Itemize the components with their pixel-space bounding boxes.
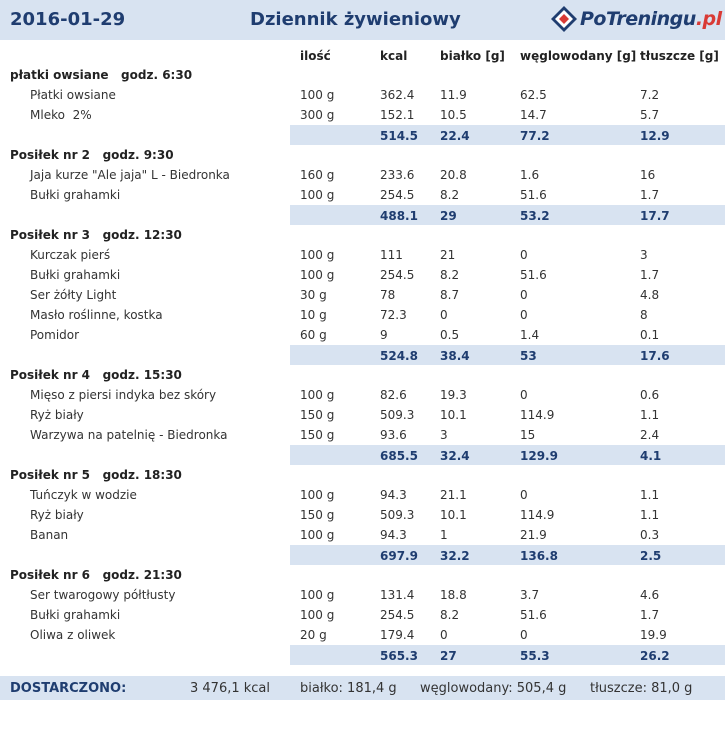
food-fat: 4.6 [640, 588, 660, 602]
food-kcal: 152.1 [380, 108, 415, 122]
total-carbs: 136.8 [520, 549, 558, 563]
food-kcal: 254.5 [380, 608, 415, 622]
food-name: Bułki grahamki [30, 188, 121, 202]
food-fat: 1.1 [640, 488, 660, 502]
food-quantity: 100 g [300, 88, 335, 102]
food-name: Kurczak pierś [30, 248, 111, 262]
food-protein: 21 [440, 248, 456, 262]
food-quantity: 100 g [300, 248, 335, 262]
food-carbs: 0 [520, 308, 528, 322]
food-quantity: 300 g [300, 108, 335, 122]
food-protein: 3 [440, 428, 448, 442]
food-name: Mięso z piersi indyka bez skóry [30, 388, 217, 402]
food-carbs: 1.6 [520, 168, 540, 182]
food-kcal: 362.4 [380, 88, 415, 102]
total-kcal: 565.3 [380, 649, 418, 663]
food-carbs: 14.7 [520, 108, 547, 122]
meal-title: płatki owsiane godz. 6:30 [10, 68, 193, 82]
total-carbs: 53 [520, 349, 537, 363]
food-carbs: 1.4 [520, 328, 540, 342]
food-carbs: 114.9 [520, 508, 555, 522]
total-fat: 2.5 [640, 549, 662, 563]
food-quantity: 10 g [300, 308, 327, 322]
food-name: Bułki grahamki [30, 268, 121, 282]
food-name: Ser twarogowy półtłusty [30, 588, 176, 602]
total-carbs: 77.2 [520, 129, 550, 143]
food-quantity: 30 g [300, 288, 327, 302]
food-fat: 8 [640, 308, 648, 322]
food-name: Ryż biały [30, 408, 84, 422]
food-name: Pomidor [30, 328, 80, 342]
total-fat: 12.9 [640, 129, 670, 143]
diary-date: 2016-01-29 [10, 9, 126, 30]
food-quantity: 20 g [300, 628, 327, 642]
total-protein: 32.4 [440, 449, 470, 463]
food-quantity: 100 g [300, 388, 335, 402]
food-quantity: 60 g [300, 328, 327, 342]
food-protein: 11.9 [440, 88, 467, 102]
food-quantity: 100 g [300, 588, 335, 602]
food-carbs: 0 [520, 288, 528, 302]
food-fat: 0.3 [640, 528, 660, 542]
total-kcal: 524.8 [380, 349, 418, 363]
meal-title: Posiłek nr 5 godz. 18:30 [10, 468, 182, 482]
food-fat: 2.4 [640, 428, 660, 442]
food-carbs: 114.9 [520, 408, 555, 422]
food-carbs: 15 [520, 428, 536, 442]
meal-title: Posiłek nr 2 godz. 9:30 [10, 148, 174, 162]
food-name: Tuńczyk w wodzie [30, 488, 137, 502]
meal-title: Posiłek nr 4 godz. 15:30 [10, 368, 182, 382]
food-fat: 1.7 [640, 608, 660, 622]
food-protein: 8.2 [440, 188, 460, 202]
food-protein: 0 [440, 308, 448, 322]
food-kcal: 179.4 [380, 628, 415, 642]
food-kcal: 509.3 [380, 508, 415, 522]
brand-name-suffix: .pl [695, 8, 722, 30]
food-kcal: 94.3 [380, 488, 407, 502]
food-kcal: 72.3 [380, 308, 407, 322]
total-kcal: 697.9 [380, 549, 418, 563]
summary-fat: tłuszcze: 81,0 g [590, 681, 693, 696]
food-protein: 21.1 [440, 488, 467, 502]
food-name: Bułki grahamki [30, 608, 121, 622]
meal-title: Posiłek nr 6 godz. 21:30 [10, 568, 182, 582]
summary-carbs: węglowodany: 505,4 g [420, 681, 567, 696]
food-carbs: 3.7 [520, 588, 540, 602]
brand-name [580, 8, 722, 30]
food-fat: 1.7 [640, 268, 660, 282]
food-kcal: 9 [380, 328, 388, 342]
food-carbs: 0 [520, 388, 528, 402]
food-fat: 5.7 [640, 108, 660, 122]
page-title: Dziennik żywieniowy [250, 9, 461, 30]
food-name: Masło roślinne, kostka [30, 308, 163, 322]
daily-summary-bar [0, 676, 725, 700]
food-fat: 4.8 [640, 288, 660, 302]
food-kcal: 254.5 [380, 188, 415, 202]
total-kcal: 685.5 [380, 449, 418, 463]
food-kcal: 78 [380, 288, 396, 302]
col-header-kcal: kcal [380, 49, 408, 63]
meal-title: Posiłek nr 3 godz. 12:30 [10, 228, 182, 242]
food-protein: 18.8 [440, 588, 467, 602]
total-kcal: 488.1 [380, 209, 418, 223]
food-carbs: 51.6 [520, 268, 547, 282]
summary-protein: białko: 181,4 g [300, 681, 397, 696]
total-protein: 27 [440, 649, 457, 663]
food-protein: 20.8 [440, 168, 467, 182]
food-fat: 1.1 [640, 408, 660, 422]
food-protein: 8.7 [440, 288, 460, 302]
food-name: Jaja kurze "Ale jaja" L - Biedronka [30, 168, 230, 182]
food-kcal: 233.6 [380, 168, 415, 182]
col-header-fat: tłuszcze [g] [640, 49, 719, 63]
total-protein: 22.4 [440, 129, 470, 143]
summary-kcal: 3 476,1 kcal [190, 681, 271, 696]
food-kcal: 254.5 [380, 268, 415, 282]
total-protein: 29 [440, 209, 457, 223]
food-name: Oliwa z oliwek [30, 628, 116, 642]
brand-name-main: PoTreningu [580, 8, 696, 30]
food-protein: 10.5 [440, 108, 467, 122]
summary-label: DOSTARCZONO: [10, 681, 127, 696]
diamond-logo-icon [550, 5, 578, 33]
food-fat: 19.9 [640, 628, 667, 642]
food-protein: 10.1 [440, 408, 467, 422]
food-quantity: 100 g [300, 268, 335, 282]
food-name: Ryż biały [30, 508, 84, 522]
food-protein: 19.3 [440, 388, 467, 402]
food-quantity: 100 g [300, 608, 335, 622]
food-protein: 0.5 [440, 328, 460, 342]
food-fat: 16 [640, 168, 656, 182]
food-name: Mleko 2% [30, 108, 92, 122]
total-protein: 38.4 [440, 349, 470, 363]
col-header-protein: białko [g] [440, 49, 505, 63]
food-kcal: 509.3 [380, 408, 415, 422]
food-protein: 1 [440, 528, 448, 542]
food-carbs: 0 [520, 628, 528, 642]
food-name: Ser żółty Light [30, 288, 117, 302]
food-carbs: 21.9 [520, 528, 547, 542]
food-fat: 0.6 [640, 388, 660, 402]
food-carbs: 0 [520, 488, 528, 502]
col-header-quantity: ilość [300, 49, 331, 63]
food-quantity: 150 g [300, 428, 335, 442]
food-protein: 10.1 [440, 508, 467, 522]
total-protein: 32.2 [440, 549, 470, 563]
food-name: Warzywa na patelnię - Biedronka [30, 428, 228, 442]
total-fat: 17.7 [640, 209, 670, 223]
food-quantity: 160 g [300, 168, 335, 182]
brand-logo[interactable] [550, 4, 722, 34]
food-quantity: 150 g [300, 508, 335, 522]
food-carbs: 62.5 [520, 88, 547, 102]
total-carbs: 129.9 [520, 449, 558, 463]
total-fat: 4.1 [640, 449, 662, 463]
food-fat: 3 [640, 248, 648, 262]
food-quantity: 100 g [300, 528, 335, 542]
food-kcal: 131.4 [380, 588, 415, 602]
food-fat: 0.1 [640, 328, 660, 342]
food-fat: 1.7 [640, 188, 660, 202]
food-carbs: 51.6 [520, 188, 547, 202]
food-quantity: 100 g [300, 188, 335, 202]
food-protein: 8.2 [440, 268, 460, 282]
food-fat: 1.1 [640, 508, 660, 522]
total-carbs: 55.3 [520, 649, 550, 663]
food-kcal: 82.6 [380, 388, 407, 402]
food-kcal: 94.3 [380, 528, 407, 542]
food-kcal: 111 [380, 248, 403, 262]
total-fat: 17.6 [640, 349, 670, 363]
food-name: Płatki owsiane [30, 88, 116, 102]
food-carbs: 51.6 [520, 608, 547, 622]
food-name: Banan [30, 528, 69, 542]
col-header-carbs: węglowodany [g] [520, 49, 637, 63]
food-fat: 7.2 [640, 88, 660, 102]
food-protein: 0 [440, 628, 448, 642]
header-bar [0, 0, 725, 40]
food-kcal: 93.6 [380, 428, 407, 442]
total-carbs: 53.2 [520, 209, 550, 223]
food-protein: 8.2 [440, 608, 460, 622]
food-carbs: 0 [520, 248, 528, 262]
food-quantity: 150 g [300, 408, 335, 422]
food-quantity: 100 g [300, 488, 335, 502]
total-kcal: 514.5 [380, 129, 418, 143]
total-fat: 26.2 [640, 649, 670, 663]
